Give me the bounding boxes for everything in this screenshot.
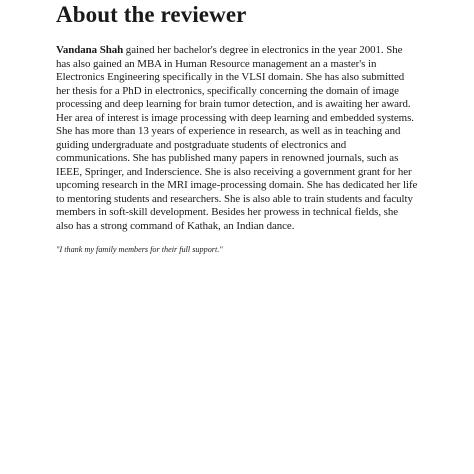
reviewer-bio [56,44,418,233]
acknowledgement-quote: "I thank my family members for their full support." [56,245,223,254]
page-title: About the reviewer [56,2,247,27]
reviewer-bio-text: gained her bachelor's degree in electronics in the year 2001. She has also gained an MBA in Human Resource management an a master's in Electronics Engineering specifically in the VLSI domain. She has also submitted her thesis for a PhD in electronics, specifically concerning the domain of image processing and deep learning for brain tumor detection, and is awaiting her award. Her area of interest is image processing with deep learning and embedded systems. She has more than 13 years of experience in research, as well as in teaching and guiding undergraduate and postgraduate students of electronics and communications. She has published many papers in renowned journals, such as IEEE, Springer, and Inderscience. She is also receiving a government grant for her upcoming research in the MRI image-processing domain. She has dedicated her life to mentoring students and researchers. She is also able to train students and faculty members in soft-skill development. Besides her prowess in technical fields, she also has a strong command of Kathak, an Indian dance. [56,44,418,232]
reviewer-name: Vandana Shah [56,44,124,56]
